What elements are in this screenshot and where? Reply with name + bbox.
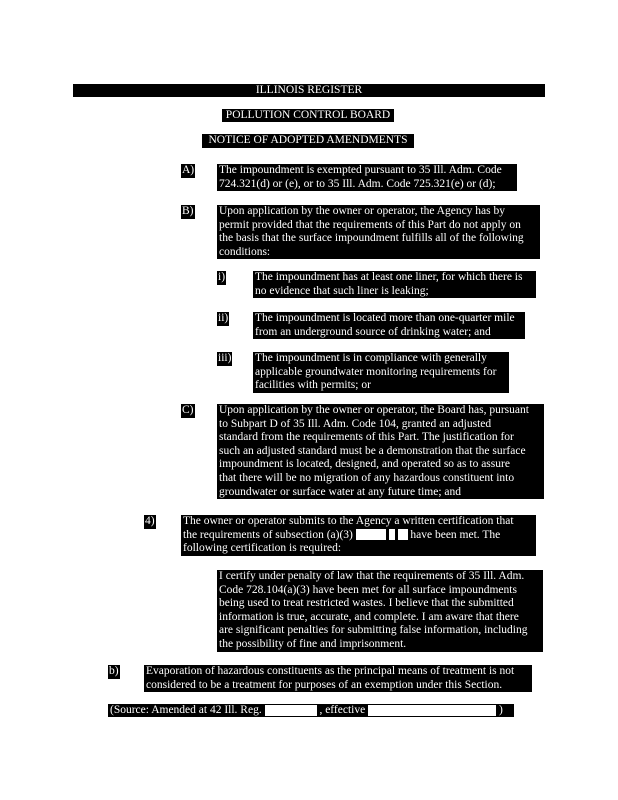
text-line: facilities with permits; or bbox=[255, 379, 371, 392]
item-i-label: i) bbox=[218, 271, 226, 283]
text-line: to Subpart D of 35 Ill. Adm. Code 104, granted an adjusted bbox=[219, 417, 492, 430]
item-b-text bbox=[217, 205, 540, 259]
text-line: The impoundment is located more than one-quarter mile bbox=[255, 312, 515, 324]
source-text-3: ) bbox=[498, 704, 503, 716]
board-title-text: POLLUTION CONTROL BOARD bbox=[225, 109, 391, 121]
item-i-text bbox=[253, 271, 536, 298]
redaction-gap bbox=[265, 705, 317, 716]
register-title: ILLINOIS REGISTER bbox=[255, 84, 363, 96]
item-4-text bbox=[181, 515, 536, 556]
text-line: conditions: bbox=[219, 245, 271, 258]
text-line: the basis that the surface impoundment fulfills all of the following bbox=[219, 232, 524, 245]
item-ii-label: ii) bbox=[218, 312, 229, 324]
text-line: that there will be no migration of any hazardous constituent into bbox=[219, 471, 515, 484]
source-text-2: , effective bbox=[319, 704, 366, 716]
notice-title bbox=[202, 134, 414, 148]
text-line: standard from the requirements of this Part. The justification for bbox=[219, 431, 514, 444]
text-line: being used to treat restricted wastes. I believe that the submitted bbox=[219, 597, 514, 610]
item-a-label: A) bbox=[182, 164, 195, 176]
notice-title-text: NOTICE OF ADOPTED AMENDMENTS bbox=[208, 134, 408, 146]
redaction-gap bbox=[389, 529, 395, 540]
text-line: Upon application by the owner or operator, the Board has, pursuant bbox=[219, 404, 529, 416]
text-line: considered to be a treatment for purposes of an exemption under this Section. bbox=[146, 678, 503, 691]
redaction-gap bbox=[368, 705, 496, 716]
source-line bbox=[108, 704, 514, 717]
item-4-label: 4) bbox=[145, 515, 155, 527]
text-fragment: the requirements of subsection (a)(3) bbox=[183, 528, 353, 541]
item-iii-label: iii) bbox=[218, 352, 232, 364]
text-line: applicable groundwater monitoring requirements for bbox=[255, 365, 497, 378]
item-iii-text bbox=[253, 352, 509, 393]
register-header-bar bbox=[73, 84, 545, 97]
text-line: information is true, accurate, and complete. I am aware that there bbox=[219, 610, 519, 623]
text-line: following certification is required: bbox=[183, 542, 342, 555]
text-line: no evidence that such liner is leaking; bbox=[255, 284, 429, 297]
text-line: 724.321(d) or (e), or to 35 Ill. Adm. Code 725.321(e) or (d); bbox=[219, 177, 496, 190]
item-b-lower-text bbox=[144, 665, 532, 692]
board-title bbox=[222, 109, 394, 122]
text-line: permit provided that the requirements of this Part do not apply on bbox=[219, 218, 521, 231]
certification-text bbox=[217, 570, 543, 652]
item-b-label: B) bbox=[182, 205, 194, 217]
text-line: from an underground source of drinking water; and bbox=[255, 325, 491, 338]
text-line: Evaporation of hazardous constituents as the principal means of treatment is not bbox=[146, 665, 515, 677]
text-line: I certify under penalty of law that the requirements of 35 Ill. Adm. bbox=[219, 570, 525, 582]
item-c-label: C) bbox=[182, 404, 194, 416]
text-fragment: have been met. The bbox=[410, 528, 501, 541]
text-line: the possibility of fine and imprisonment. bbox=[219, 637, 407, 650]
redaction-gap bbox=[398, 529, 408, 540]
item-b-lower-label: b) bbox=[109, 665, 119, 677]
text-line: The owner or operator submits to the Agency a written certification that bbox=[183, 515, 514, 527]
text-line: The impoundment is in compliance with generally bbox=[255, 352, 487, 364]
text-line: The impoundment is exempted pursuant to 35 Ill. Adm. Code bbox=[219, 164, 502, 176]
item-ii-text bbox=[253, 312, 525, 339]
text-line: groundwater or surface water at any future time; and bbox=[219, 485, 462, 498]
text-line: impoundment is located, designed, and operated so as to assure bbox=[219, 458, 510, 471]
text-line: The impoundment has at least one liner, for which there is bbox=[255, 271, 523, 283]
text-line bbox=[181, 529, 536, 543]
text-line: Code 728.104(a)(3) have been met for all surface impoundments bbox=[219, 583, 517, 596]
text-line: such an adjusted standard must be a demonstration that the surface bbox=[219, 444, 526, 457]
source-text-1: (Source: Amended at 42 Ill. Reg. bbox=[110, 704, 262, 716]
text-line: are significant penalties for submitting false information, including bbox=[219, 624, 528, 637]
item-c-text bbox=[217, 404, 544, 499]
text-line: Upon application by the owner or operator, the Agency has by bbox=[219, 205, 506, 217]
redaction-gap bbox=[356, 529, 386, 540]
item-a-text bbox=[217, 164, 517, 191]
